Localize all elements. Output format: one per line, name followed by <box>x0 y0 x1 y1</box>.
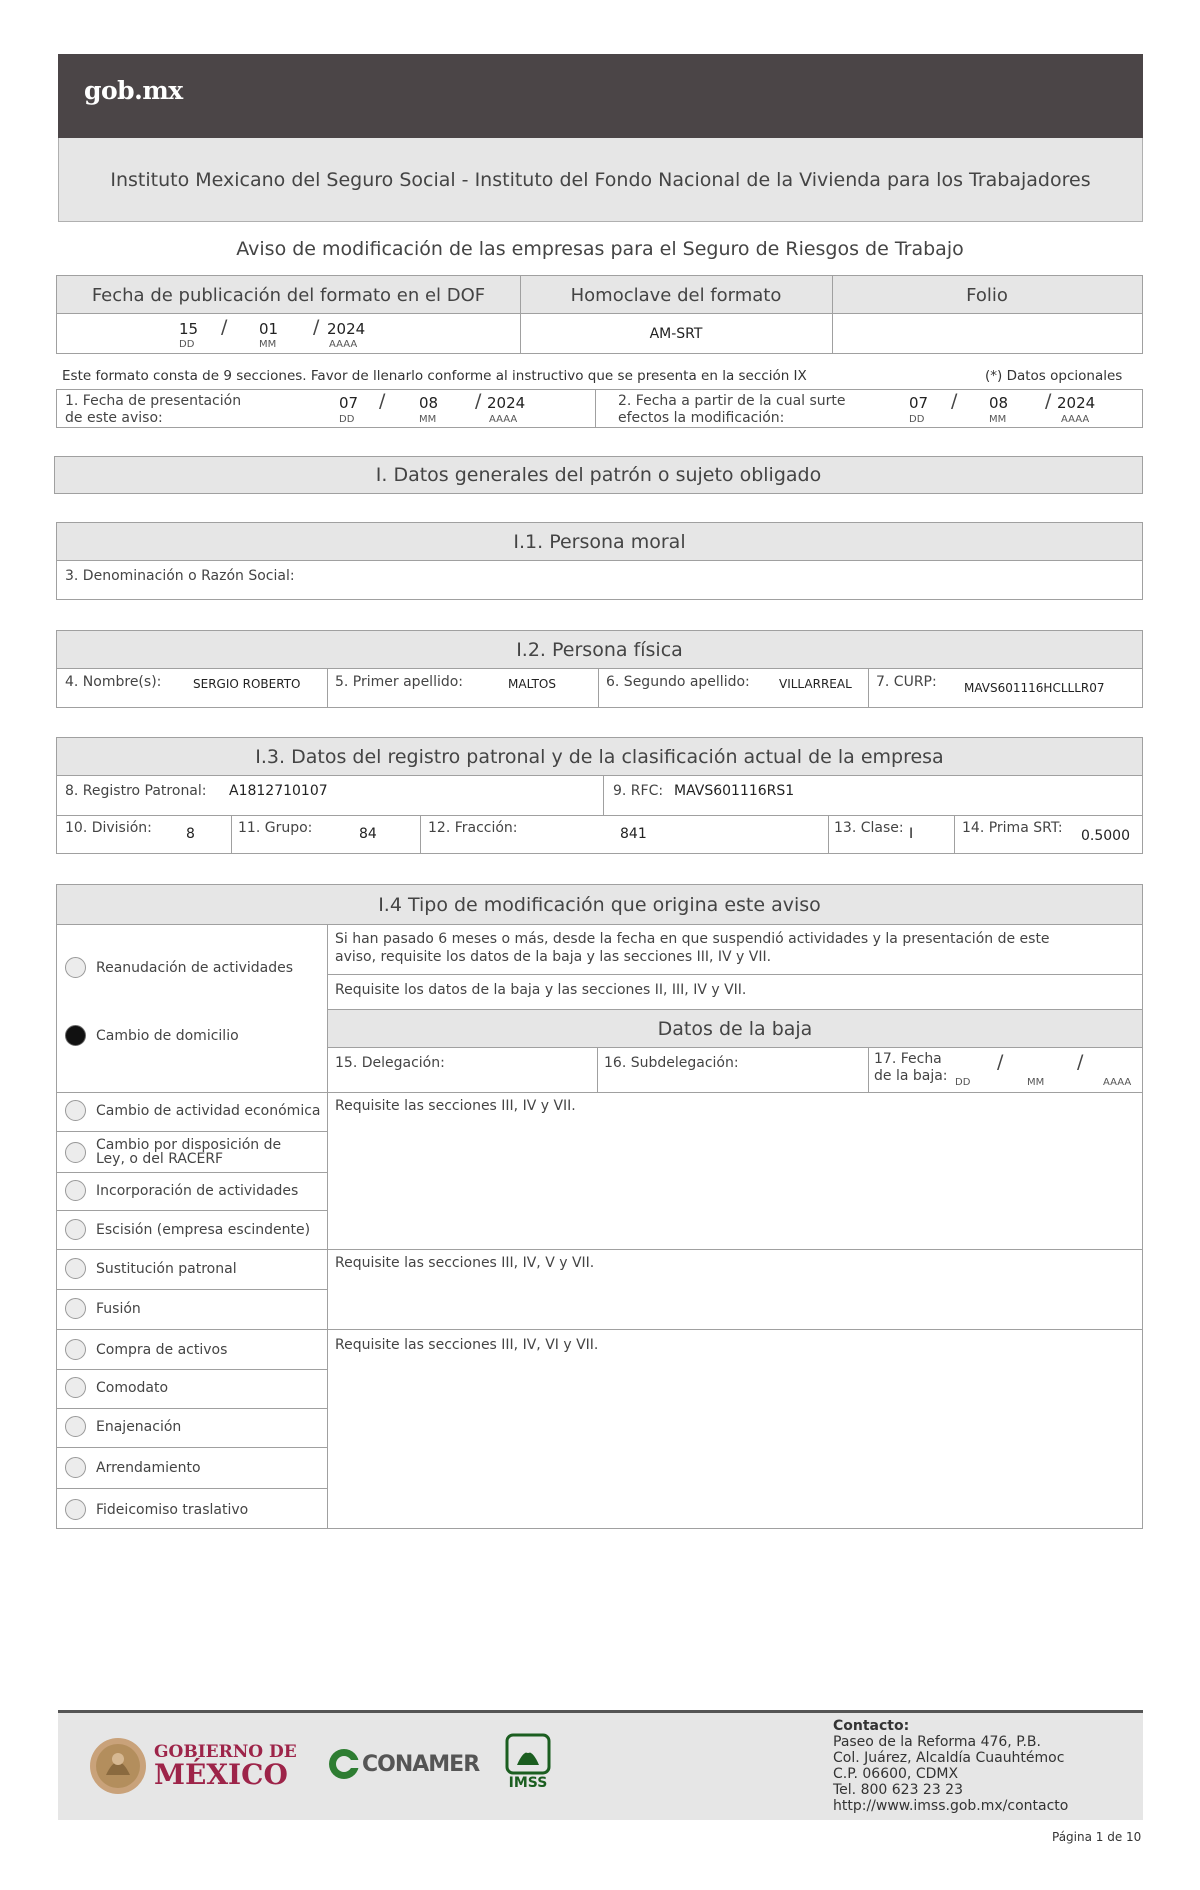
prima-label: 14. Prima SRT: <box>962 820 1063 836</box>
grupo-label: 11. Grupo: <box>238 820 313 836</box>
fecha-baja-month-caption: MM <box>1027 1077 1045 1088</box>
date-separator: / <box>221 316 228 338</box>
datos-baja-title: Datos de la baja <box>657 1017 813 1040</box>
pub-year-caption: AAAA <box>329 339 358 350</box>
primer-apellido-value[interactable]: MALTOS <box>508 677 556 691</box>
contact-cp: C.P. 06600, CDMX <box>833 1766 959 1782</box>
conamer-logo[interactable] <box>328 1747 479 1781</box>
option-escision[interactable] <box>65 1219 310 1240</box>
option-arrendamiento[interactable] <box>65 1457 201 1478</box>
homoclave-value: AM-SRT <box>649 326 703 342</box>
effect-day[interactable]: 07 <box>909 394 929 412</box>
option-cambio-actividad[interactable] <box>65 1100 321 1121</box>
contact-colonia: Col. Juárez, Alcaldía Cuauhtémoc <box>833 1750 1065 1766</box>
razon-social-label: 3. Denominación o Razón Social: <box>65 568 295 584</box>
option-reanudacion-label: Reanudación de actividades <box>96 959 294 976</box>
persona-moral-box <box>56 522 1143 600</box>
institution-name: Instituto Mexicano del Seguro Social - Instituto del Fondo Nacional de la Vivienda para los Trabajadores <box>110 168 1091 191</box>
option-incorporacion[interactable] <box>65 1180 298 1201</box>
effect-month[interactable]: 08 <box>989 394 1009 412</box>
option-incorporacion-label: Incorporación de actividades <box>96 1182 299 1199</box>
persona-fisica-box <box>56 630 1143 708</box>
imss-eagle-icon <box>505 1733 551 1775</box>
persona-moral-header <box>57 523 1142 561</box>
tipo-box <box>56 884 1143 1529</box>
radio-compra-activos[interactable] <box>65 1339 86 1360</box>
pub-year: 2024 <box>327 320 366 338</box>
note-group-2: Requisite las secciones III, IV, V y VII. <box>335 1255 595 1271</box>
primer-apellido-label: 5. Primer apellido: <box>335 674 464 690</box>
folio-header: Folio <box>966 284 1008 306</box>
rfc-value[interactable]: MAVS601116RS1 <box>674 783 795 799</box>
nombre-label: 4. Nombre(s): <box>65 674 162 690</box>
date-separator: / <box>997 1051 1004 1073</box>
pub-day-caption: DD <box>179 339 195 350</box>
institution-banner <box>58 138 1143 222</box>
option-disposicion-ley-label-2: Ley, o del RACERF <box>96 1151 224 1167</box>
date-separator: / <box>1077 1051 1084 1073</box>
contact-url[interactable]: http://www.imss.gob.mx/contacto <box>833 1798 1069 1814</box>
radio-cambio-actividad[interactable] <box>65 1100 86 1121</box>
date-separator: / <box>475 390 482 412</box>
option-sustitucion-label: Sustitución patronal <box>96 1260 237 1277</box>
tipo-title: I.4 Tipo de modificación que origina este aviso <box>378 893 821 916</box>
gobmx-logo[interactable]: gob.mx <box>84 76 183 105</box>
curp-value[interactable]: MAVS601116HCLLLR07 <box>964 681 1105 695</box>
contact-title: Contacto: <box>833 1718 910 1734</box>
gobierno-mexico-logo[interactable] <box>88 1735 297 1797</box>
fecha-baja-label-2: de la baja: <box>874 1068 948 1084</box>
registro-patronal-label: 8. Registro Patronal: <box>65 783 207 799</box>
presentation-day[interactable]: 07 <box>339 394 359 412</box>
prima-value[interactable]: 0.5000 <box>1081 828 1130 844</box>
presentation-date-label-2: de este aviso: <box>65 410 163 426</box>
note-group-1: Requisite las secciones III, IV y VII. <box>335 1098 576 1114</box>
conamer-label: CONAMER <box>362 1751 480 1777</box>
option-fideicomiso[interactable] <box>65 1499 248 1520</box>
registro-patronal-value[interactable]: A1812710107 <box>229 783 328 799</box>
gob-line1: GOBIERNO DE <box>154 1741 297 1762</box>
gobmx-header <box>58 54 1143 138</box>
fraccion-label: 12. Fracción: <box>428 820 518 836</box>
homoclave-header: Homoclave del formato <box>570 284 782 306</box>
radio-sustitucion[interactable] <box>65 1258 86 1279</box>
radio-reanudacion[interactable] <box>65 957 86 978</box>
date-separator: / <box>951 390 958 412</box>
persona-moral-title: I.1. Persona moral <box>513 530 686 553</box>
option-disposicion-ley-label: Cambio por disposición de <box>96 1137 282 1153</box>
imss-logo[interactable] <box>505 1733 551 1791</box>
subdelegacion-label: 16. Subdelegación: <box>604 1055 739 1071</box>
note-reanudacion-2: aviso, requisite los datos de la baja y las secciones III, IV y VII. <box>335 949 772 965</box>
option-fideicomiso-label: Fideicomiso traslativo <box>96 1501 249 1518</box>
division-label: 10. División: <box>65 820 152 836</box>
registro-title: I.3. Datos del registro patronal y de la clasificación actual de la empresa <box>255 745 944 768</box>
nombre-value[interactable]: SERGIO ROBERTO <box>193 677 301 691</box>
option-comodato-label: Comodato <box>96 1379 169 1396</box>
radio-fusion[interactable] <box>65 1298 86 1319</box>
fecha-baja-label: 17. Fecha <box>874 1051 942 1067</box>
fecha-baja-day-caption: DD <box>955 1077 971 1088</box>
meta-table <box>56 275 1143 354</box>
radio-fideicomiso[interactable] <box>65 1499 86 1520</box>
option-compra-activos-label: Compra de activos <box>96 1341 228 1358</box>
effect-year[interactable]: 2024 <box>1057 394 1096 412</box>
registro-header <box>57 738 1142 776</box>
presentation-date-label: 1. Fecha de presentación <box>65 393 242 409</box>
radio-cambio-domicilio[interactable] <box>65 1025 86 1046</box>
option-fusion-label: Fusión <box>96 1300 141 1317</box>
option-enajenacion[interactable] <box>65 1416 181 1437</box>
clase-value[interactable]: I <box>909 826 914 842</box>
effect-year-caption: AAAA <box>1061 414 1090 425</box>
option-sustitucion[interactable] <box>65 1258 237 1279</box>
grupo-value[interactable]: 84 <box>359 826 377 842</box>
option-reanudacion[interactable] <box>65 957 293 978</box>
fecha-baja-year-caption: AAAA <box>1103 1077 1132 1088</box>
delegacion-label: 15. Delegación: <box>335 1055 445 1071</box>
instructions-note: Este formato consta de 9 secciones. Favor de llenarlo conforme al instructivo que se presenta en la sección IX <box>62 368 807 384</box>
effect-date-label-2: efectos la modificación: <box>618 410 785 426</box>
presentation-year-caption: AAAA <box>489 414 518 425</box>
registro-box <box>56 737 1143 854</box>
option-escision-label: Escisión (empresa escindente) <box>96 1221 311 1238</box>
clase-label: 13. Clase: <box>834 820 904 836</box>
radio-escision[interactable] <box>65 1219 86 1240</box>
option-cambio-domicilio-label: Cambio de domicilio <box>96 1027 239 1044</box>
datos-baja-header <box>328 1010 1142 1048</box>
presentation-day-caption: DD <box>339 414 355 425</box>
effect-month-caption: MM <box>989 414 1007 425</box>
pub-month-caption: MM <box>259 339 277 350</box>
rfc-label: 9. RFC: <box>613 783 664 799</box>
date-separator: / <box>1045 390 1052 412</box>
segundo-apellido-label: 6. Segundo apellido: <box>606 674 750 690</box>
presentation-year[interactable]: 2024 <box>487 394 526 412</box>
form-title: Aviso de modificación de las empresas para el Seguro de Riesgos de Trabajo <box>236 238 964 260</box>
segundo-apellido-value[interactable]: VILLARREAL <box>779 677 852 691</box>
division-value[interactable]: 8 <box>186 826 195 842</box>
tipo-header <box>57 885 1142 925</box>
gob-line2: MÉXICO <box>154 1757 288 1791</box>
pub-month: 01 <box>259 320 279 338</box>
date-separator: / <box>313 316 320 338</box>
persona-fisica-title: I.2. Persona física <box>516 638 683 661</box>
section-1-header <box>54 456 1143 494</box>
effect-date-label: 2. Fecha a partir de la cual surte <box>618 393 846 409</box>
note-domicilio: Requisite los datos de la baja y las secciones II, III, IV y VII. <box>335 982 747 998</box>
conamer-icon <box>328 1747 360 1781</box>
option-fusion[interactable] <box>65 1298 141 1319</box>
coat-of-arms-icon <box>88 1735 148 1797</box>
pub-date-header: Fecha de publicación del formato en el DOF <box>91 284 486 306</box>
option-cambio-domicilio[interactable] <box>65 1025 239 1046</box>
persona-fisica-header <box>57 631 1142 669</box>
option-enajenacion-label: Enajenación <box>96 1418 182 1435</box>
dates-row <box>56 389 1143 428</box>
radio-incorporacion[interactable] <box>65 1180 86 1201</box>
note-reanudacion: Si han pasado 6 meses o más, desde la fecha en que suspendió actividades y la presentación de este <box>335 931 1050 947</box>
radio-enajenacion[interactable] <box>65 1416 86 1437</box>
presentation-month[interactable]: 08 <box>419 394 439 412</box>
presentation-month-caption: MM <box>419 414 437 425</box>
date-separator: / <box>379 390 386 412</box>
curp-label: 7. CURP: <box>876 674 937 690</box>
effect-day-caption: DD <box>909 414 925 425</box>
contact-phone: Tel. 800 623 23 23 <box>833 1782 963 1798</box>
option-comodato[interactable] <box>65 1377 168 1398</box>
imss-label: IMSS <box>508 1775 548 1791</box>
optional-note: (*) Datos opcionales <box>985 368 1123 384</box>
option-arrendamiento-label: Arrendamiento <box>96 1459 201 1476</box>
contact-address: Paseo de la Reforma 476, P.B. <box>833 1734 1041 1750</box>
pub-day: 15 <box>179 320 199 338</box>
radio-comodato[interactable] <box>65 1377 86 1398</box>
note-group-3: Requisite las secciones III, IV, VI y VII. <box>335 1337 599 1353</box>
option-disposicion-ley[interactable] <box>65 1138 281 1166</box>
page-number: Página 1 de 10 <box>1052 1830 1142 1844</box>
contact-block <box>833 1718 1068 1814</box>
radio-arrendamiento[interactable] <box>65 1457 86 1478</box>
radio-disposicion-ley[interactable] <box>65 1142 86 1163</box>
fraccion-value[interactable]: 841 <box>620 826 647 842</box>
footer <box>58 1710 1143 1820</box>
option-cambio-actividad-label: Cambio de actividad económica <box>96 1102 321 1119</box>
option-compra-activos[interactable] <box>65 1339 227 1360</box>
section-1-title: I. Datos generales del patrón o sujeto obligado <box>375 464 822 486</box>
